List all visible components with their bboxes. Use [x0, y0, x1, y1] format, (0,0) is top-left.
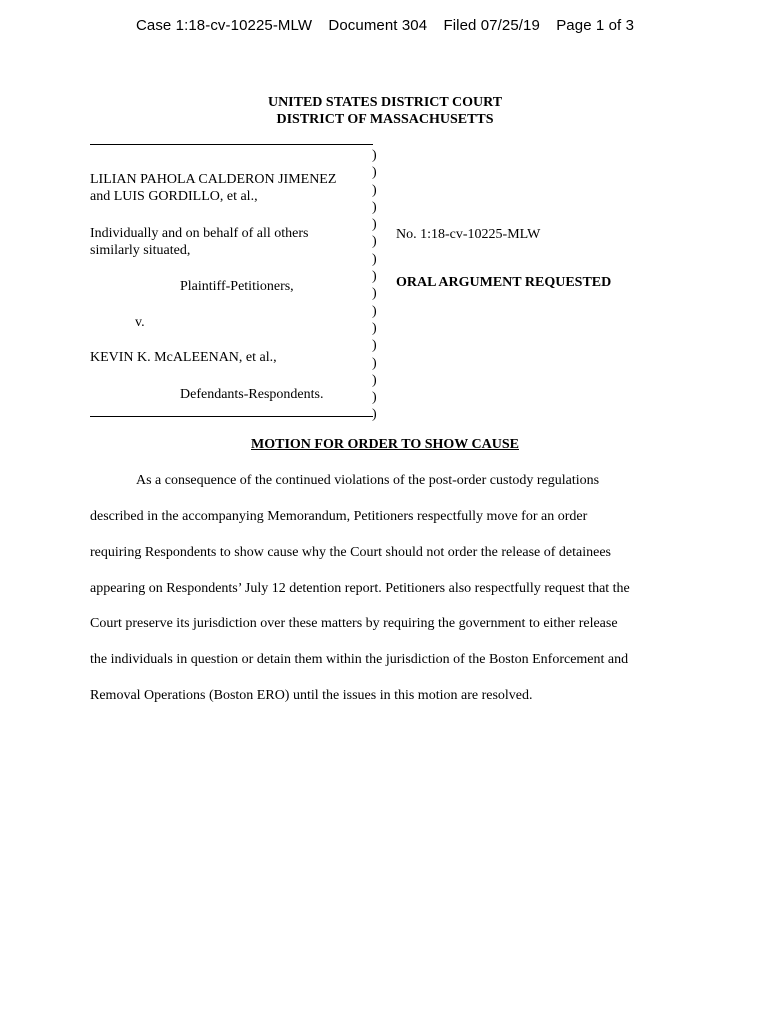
caption-paren: ) [372, 199, 377, 215]
caption-paren: ) [372, 303, 377, 319]
caption-rule-bottom [90, 416, 373, 417]
caption-paren: ) [372, 390, 377, 406]
plaintiffs-names-line1: LILIAN PAHOLA CALDERON JIMENEZ [90, 172, 337, 187]
caption-paren-column [372, 147, 382, 424]
ecf-header-stamp [0, 17, 770, 34]
caption-paren: ) [372, 320, 377, 336]
plaintiffs-names-line2: and LUIS GORDILLO, et al., [90, 189, 258, 204]
motion-body-line: the individuals in question or detain them within the jurisdiction of the Boston Enforcement and [90, 652, 629, 667]
motion-body-line: As a consequence of the continued violations of the post-order custody regulations [136, 473, 600, 488]
stamp-case-number: Case 1:18-cv-10225-MLW [135, 17, 313, 34]
motion-body-line: Court preserve its jurisdiction over these matters by requiring the government to either release [90, 616, 618, 631]
caption-paren: ) [372, 269, 377, 285]
defendant-role: Defendants-Respondents. [180, 387, 324, 402]
case-number: No. 1:18-cv-10225-MLW [396, 227, 541, 242]
caption-paren: ) [372, 234, 377, 250]
motion-body-line: described in the accompanying Memorandum, Petitioners respectfully move for an order [90, 509, 588, 524]
versus: v. [135, 315, 145, 330]
court-district: DISTRICT OF MASSACHUSETTS [276, 112, 494, 127]
plaintiff-role: Plaintiff-Petitioners, [180, 279, 294, 294]
caption-paren: ) [372, 372, 377, 388]
class-statement-line1: Individually and on behalf of all others [90, 226, 309, 241]
caption-paren: ) [372, 182, 377, 198]
class-statement-line2: similarly situated, [90, 243, 191, 258]
stamp-document-number: Document 304 [328, 17, 428, 34]
stamp-filed-date: Filed 07/25/19 [443, 17, 540, 34]
caption-paren: ) [372, 165, 377, 181]
motion-body-line: appearing on Respondents’ July 12 detention report. Petitioners also respectfully request that the [90, 581, 630, 596]
caption-paren: ) [372, 217, 377, 233]
motion-body-line: requiring Respondents to show cause why the Court should not order the release of detainees [90, 545, 611, 560]
caption-paren: ) [372, 407, 377, 423]
defendants-names: KEVIN K. McALEENAN, et al., [90, 350, 277, 365]
motion-title: MOTION FOR ORDER TO SHOW CAUSE [251, 437, 519, 452]
caption-paren: ) [372, 251, 377, 267]
caption-rule-top [90, 144, 373, 145]
caption-paren: ) [372, 286, 377, 302]
caption-paren: ) [372, 148, 377, 163]
stamp-page-number: Page 1 of 3 [556, 17, 635, 34]
caption-paren: ) [372, 355, 377, 371]
caption-paren: ) [372, 338, 377, 354]
oral-argument-request: ORAL ARGUMENT REQUESTED [396, 275, 612, 290]
court-name: UNITED STATES DISTRICT COURT [267, 95, 503, 110]
motion-body-line: Removal Operations (Boston ERO) until the issues in this motion are resolved. [90, 688, 533, 703]
